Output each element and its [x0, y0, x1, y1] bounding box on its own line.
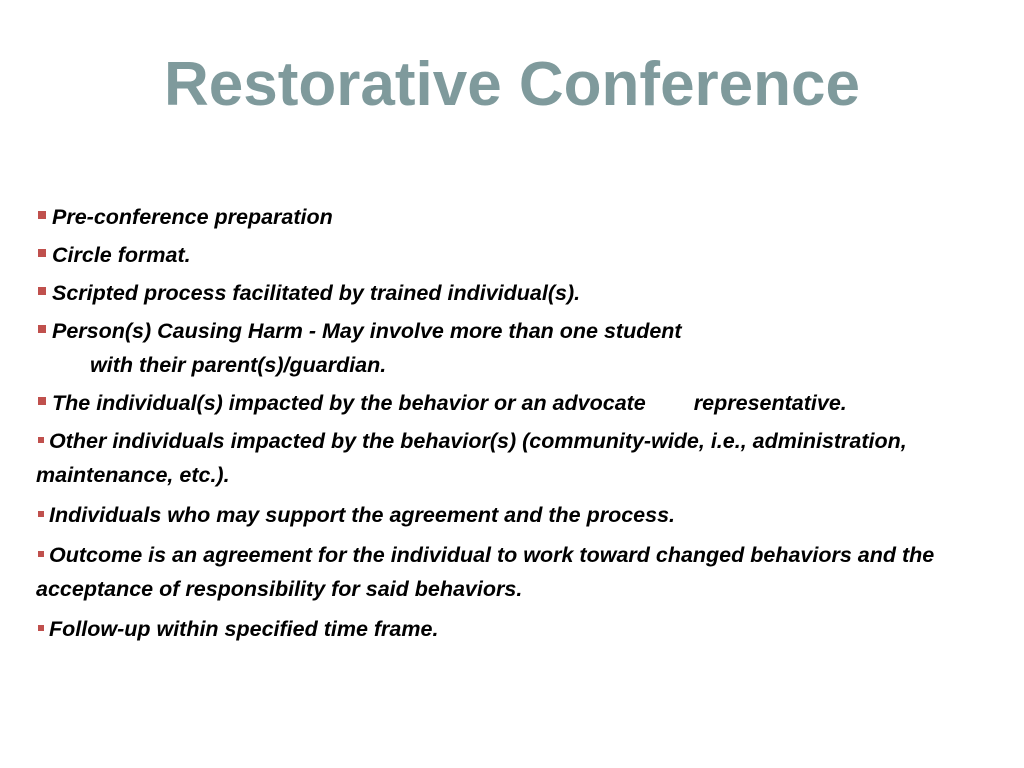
- bullet-text: Scripted process facilitated by trained individual(s).: [52, 281, 581, 305]
- square-bullet-icon: [38, 551, 44, 557]
- bullet-text: Circle format.: [52, 243, 191, 267]
- square-bullet-icon: [38, 287, 46, 295]
- bullet-text: Outcome is an agreement for the individual to work toward changed behaviors and the acceptance of responsibility for said behaviors.: [36, 543, 935, 601]
- bullet-item: [36, 314, 1011, 382]
- bullet-text: Individuals who may support the agreement and the process.: [49, 503, 676, 527]
- square-bullet-icon: [38, 249, 46, 257]
- bullet-continuation: with their parent(s)/guardian.: [90, 353, 387, 377]
- bullet-text: Other individuals impacted by the behavior(s) (community-wide, i.e., administration, maintenance, etc.).: [36, 429, 907, 487]
- bullet-item: [36, 538, 1011, 606]
- square-bullet-icon: [38, 437, 44, 443]
- bullet-text: Person(s) Causing Harm - May involve more than one student: [52, 319, 682, 343]
- bullet-item: [36, 386, 1011, 420]
- bullet-item: [36, 238, 1011, 272]
- bullet-item: [36, 276, 1011, 310]
- square-bullet-icon: [38, 211, 46, 219]
- bullet-list: [36, 200, 1011, 652]
- bullet-item: [36, 424, 1011, 492]
- bullet-text: The individual(s) impacted by the behavior or an advocate: [52, 391, 646, 415]
- bullet-text: Follow-up within specified time frame.: [49, 617, 439, 641]
- bullet-item: [36, 498, 1011, 532]
- square-bullet-icon: [38, 625, 44, 631]
- bullet-item: [36, 200, 1011, 234]
- slide-title: Restorative Conference: [163, 50, 861, 119]
- bullet-text: Pre-conference preparation: [52, 205, 333, 229]
- square-bullet-icon: [38, 397, 46, 405]
- square-bullet-icon: [38, 511, 44, 517]
- square-bullet-icon: [38, 325, 46, 333]
- bullet-item: [36, 612, 1011, 646]
- bullet-text-tail: representative.: [693, 391, 847, 415]
